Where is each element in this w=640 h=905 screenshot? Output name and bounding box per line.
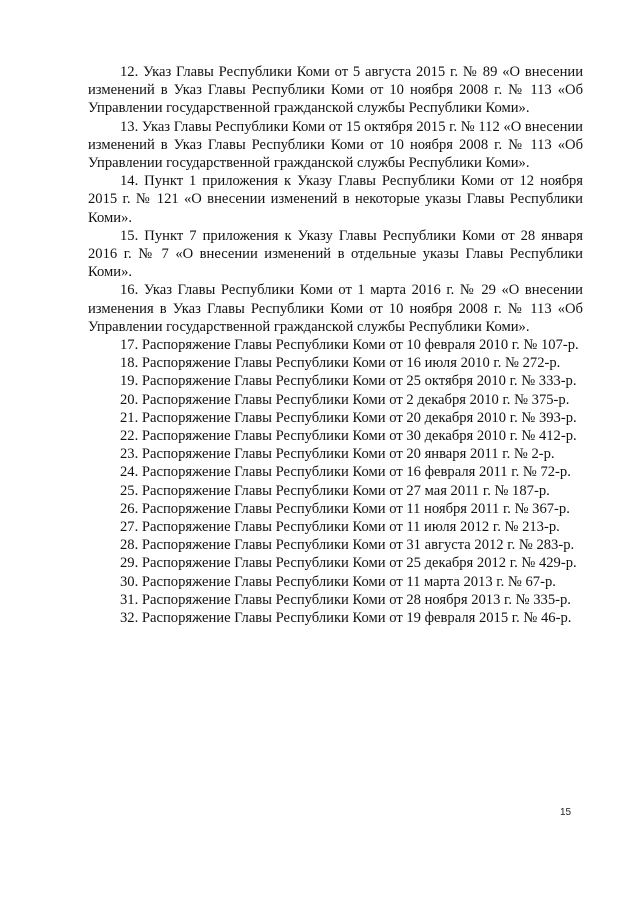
list-item: 29. Распоряжение Главы Республики Коми от 25 декабря 2012 г. № 429-р. (120, 555, 577, 572)
page-number: 15 (560, 807, 572, 818)
list-item: 26. Распоряжение Главы Республики Коми от 11 ноября 2011 г. № 367-р. (120, 500, 570, 517)
list-item: 28. Распоряжение Главы Республики Коми от 31 августа 2012 г. № 283-р. (120, 537, 575, 554)
list-item: 21. Распоряжение Главы Республики Коми от 20 декабря 2010 г. № 393-р. (120, 409, 577, 426)
list-item: 16. Указ Главы Республики Коми от 1 марта 2016 г. № 29 «О внесении изменения в Указ Главы Республики Коми от 10 ноября 2008 г. № 113 «Об Управлении государственной гражданской службы Республики Коми». (88, 282, 583, 335)
list-item: 31. Распоряжение Главы Республики Коми от 28 ноября 2013 г. № 335-р. (120, 591, 571, 608)
list-item: 20. Распоряжение Главы Республики Коми от 2 декабря 2010 г. № 375-р. (120, 391, 570, 408)
list-item: 23. Распоряжение Главы Республики Коми от 20 января 2011 г. № 2-р. (120, 446, 555, 463)
list-item: 22. Распоряжение Главы Республики Коми от 30 декабря 2010 г. № 412-р. (120, 428, 577, 445)
list-item: 30. Распоряжение Главы Республики Коми от 11 марта 2013 г. № 67-р. (120, 573, 556, 590)
item-list (88, 63, 583, 627)
list-item: 18. Распоряжение Главы Республики Коми от 16 июля 2010 г. № 272-р. (120, 355, 561, 372)
list-item: 14. Пункт 1 приложения к Указу Главы Республики Коми от 12 ноября 2015 г. № 121 «О внесении изменений в некоторые указы Главы Республики Коми». (88, 173, 583, 226)
list-item: 24. Распоряжение Главы Республики Коми от 16 февраля 2011 г. № 72-р. (120, 464, 571, 481)
list-item: 32. Распоряжение Главы Республики Коми от 19 февраля 2015 г. № 46-р. (120, 610, 572, 627)
list-item: 27. Распоряжение Главы Республики Коми от 11 июля 2012 г. № 213-р. (120, 519, 560, 536)
list-item: 15. Пункт 7 приложения к Указу Главы Республики Коми от 28 января 2016 г. № 7 «О внесении изменений в отдельные указы Главы Республики Коми». (88, 227, 583, 281)
list-item: 17. Распоряжение Главы Республики Коми от 10 февраля 2010 г. № 107-р. (120, 337, 579, 354)
list-item: 13. Указ Главы Республики Коми от 15 октября 2015 г. № 112 «О внесении изменений в Указ Главы Республики Коми от 10 ноября 2008 г. № 113 «Об Управлении государственной гражданской службы Республики Коми». (88, 118, 583, 172)
list-item: 19. Распоряжение Главы Республики Коми от 25 октября 2010 г. № 333-р. (120, 373, 577, 390)
list-item: 25. Распоряжение Главы Республики Коми от 27 мая 2011 г. № 187-р. (120, 482, 550, 499)
list-item: 12. Указ Главы Республики Коми от 5 августа 2015 г. № 89 «О внесении изменений в Указ Главы Республики Коми от 10 ноября 2008 г. № 113 «Об Управлении государственной гражданской службы Республики Коми». (88, 64, 583, 117)
